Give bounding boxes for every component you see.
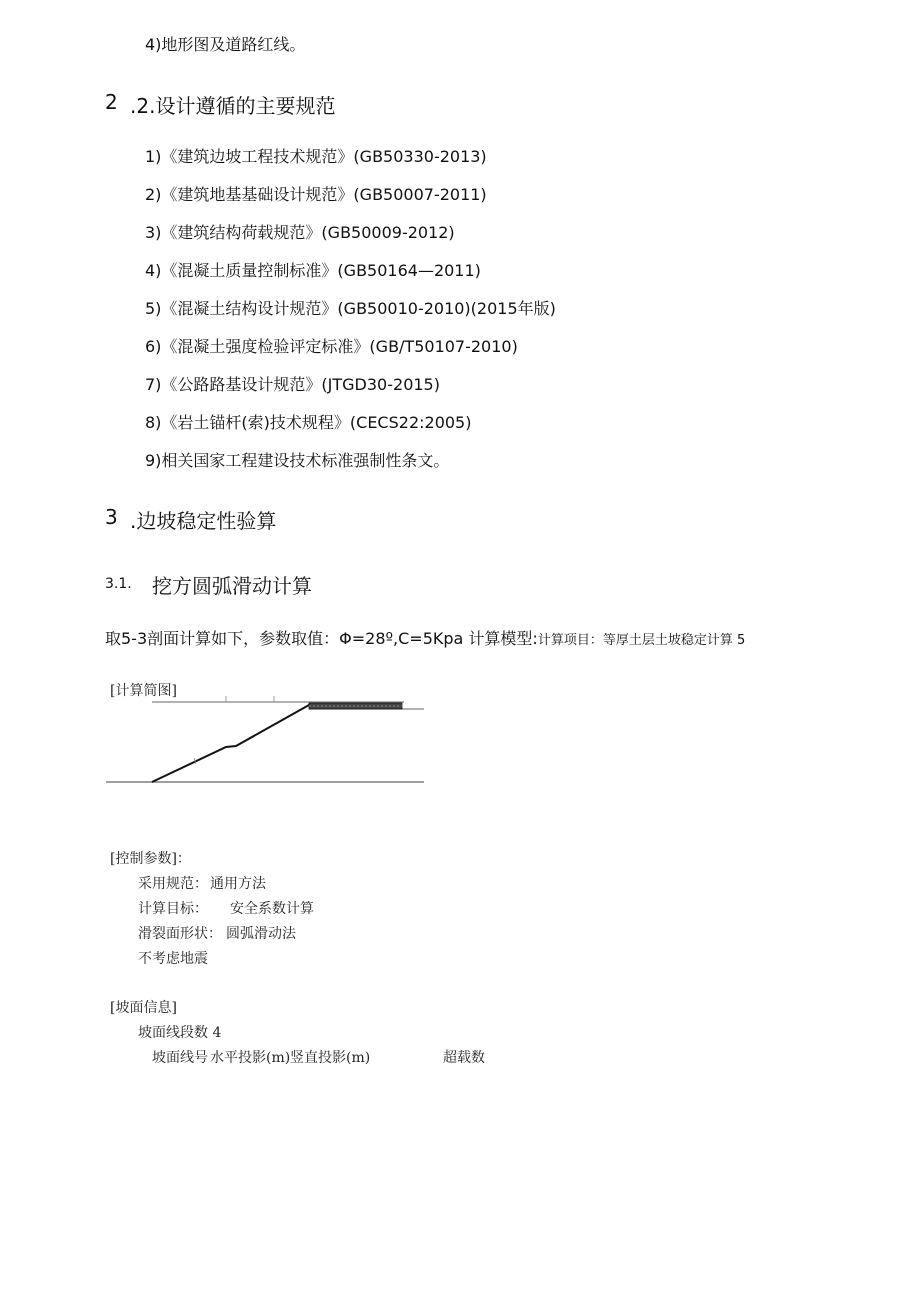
- control-param-target-value: 安全系数计算: [230, 901, 314, 917]
- section-number-3-1: 3.1.: [105, 576, 132, 592]
- intro-main-text: 取5-3剖面计算如下，参数取值：Φ=28º,C=5Kpa 计算模型:: [105, 629, 538, 648]
- control-param-shape-value: 圆弧滑动法: [226, 926, 296, 942]
- intro-small-text: 计算项目：等厚土层土坡稳定计算 5: [537, 633, 746, 648]
- slope-segment-count: 坡面线段数 4: [138, 1025, 222, 1041]
- control-params-heading: [控制参数]：: [110, 851, 191, 867]
- standard-item-1: 1)《建筑边坡工程技术规范》(GB50330-2013): [145, 147, 487, 166]
- table-header-surcharge: 超载数: [443, 1050, 485, 1066]
- standard-item-4: 4)《混凝土质量控制标准》(GB50164—2011): [145, 261, 481, 280]
- section-title-3: .边坡稳定性验算: [130, 509, 277, 533]
- figure-label: [计算简图]: [110, 683, 177, 699]
- table-header-horizontal: 水平投影(m): [210, 1050, 291, 1066]
- standard-item-6: 6)《混凝土强度检验评定标准》(GB/T50107-2010): [145, 337, 518, 356]
- standard-item-3: 3)《建筑结构荷载规范》(GB50009-2012): [145, 223, 455, 242]
- control-param-standard-value: 通用方法: [210, 876, 266, 892]
- section-title-2-2: .2.设计遵循的主要规范: [130, 94, 336, 118]
- control-param-shape-label: 滑裂面形状：: [138, 926, 222, 942]
- table-header-vertical: 竖直投影(m): [290, 1050, 371, 1066]
- slope-profile: [152, 705, 402, 782]
- standard-item-7: 7)《公路路基设计规范》(JTGD30-2015): [145, 375, 440, 394]
- intro-paragraph: [105, 626, 745, 649]
- standard-item-9: 9)相关国家工程建设技术标准强制性条文。: [145, 451, 450, 470]
- section-number-3: 3: [105, 505, 118, 529]
- control-param-standard-label: 采用规范：: [138, 876, 208, 892]
- standard-item-5: 5)《混凝土结构设计规范》(GB50010-2010)(2015年版): [145, 299, 556, 318]
- standard-item-2: 2)《建筑地基基础设计规范》(GB50007-2011): [145, 185, 487, 204]
- section-number-2: 2: [105, 90, 118, 114]
- section-title-3-1: 挖方圆弧滑动计算: [152, 574, 312, 598]
- slope-diagram: [104, 692, 434, 792]
- control-param-no-seismic: 不考虑地震: [138, 951, 208, 967]
- control-param-target-label: 计算目标：: [138, 901, 208, 917]
- terrain-map-item: 4)地形图及道路红线。: [145, 35, 306, 54]
- table-header-segment-no: 坡面线号: [152, 1050, 208, 1066]
- slope-info-heading: [坡面信息]: [110, 1000, 177, 1016]
- standard-item-8: 8)《岩土锚杆(索)技术规程》(CECS22:2005): [145, 413, 472, 432]
